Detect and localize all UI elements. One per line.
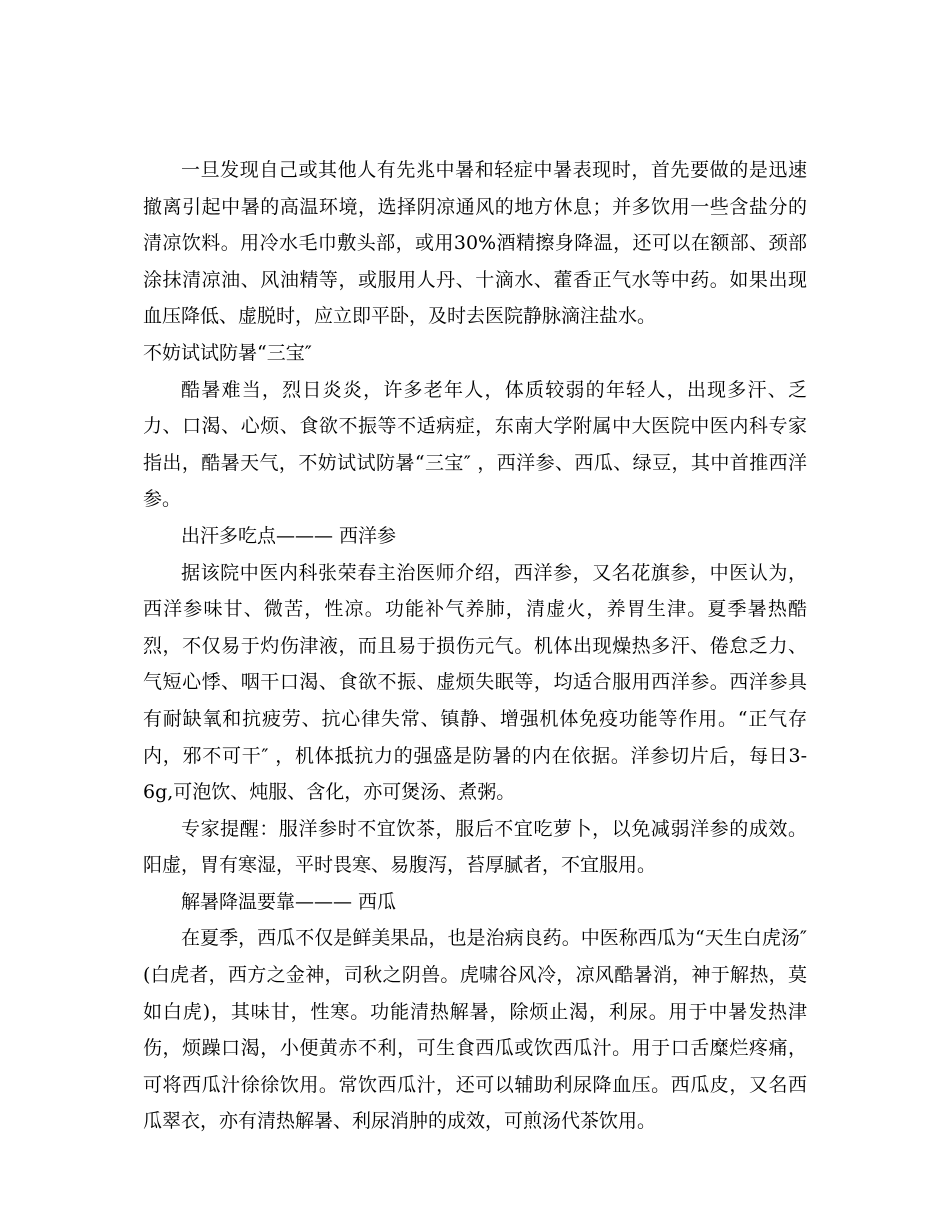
paragraph-three-treasures-intro: 酷暑难当，烈日炎炎，许多老年人，体质较弱的年轻人，出现多汗、乏力、口渴、心烦、食欲不振等不适病症，东南大学附属中大医院中医内科专家指出，酷暑天气，不妨试试防暑“三宝″ ，西洋参、西瓜、绿豆，其中首推西洋参。 (143, 378, 807, 511)
heading-watermelon: 解暑降温要靠——— 西瓜 (181, 890, 397, 913)
paragraph-expert-reminder: 专家提醒：服洋参时不宜饮茶，服后不宜吃萝卜，以免减弱洋参的成效。阳虚，胃有寒湿，平时畏寒、易腹泻，苔厚腻者，不宜服用。 (143, 817, 807, 877)
paragraph-watermelon: 在夏季，西瓜不仅是鲜美果品，也是治病良药。中医称西瓜为“天生白虎汤″ (白虎者，西方之金神，司秋之阴兽。虎啸谷风冷，凉风酷暑消，神于解热，莫如白虎)，其味甘，性寒。功能清热解暑，除烦止渴，利尿。用于中暑发热津伤，烦躁口渴，小便黄赤不利，可生食西瓜或饮西瓜汁。用于口舌糜烂疼痛，可将西瓜汁徐徐饮用。常饮西瓜汁，还可以辅助利尿降血压。西瓜皮，又名西瓜翠衣，亦有清热解暑、利尿消肿的成效，可煎汤代茶饮用。 (143, 927, 807, 1133)
document-body (143, 152, 807, 1140)
paragraph-american-ginseng: 据该院中医内科张荣春主治医师介绍，西洋参，又名花旗参，中医认为，西洋参味甘、微苦，性凉。功能补气养肺，清虚火，养胃生津。夏季暑热酷烈，不仅易于灼伤津液，而且易于损伤元气。机体出现燥热多汗、倦怠乏力、气短心悸、咽干口渴、食欲不振、虚烦失眠等，均适合服用西洋参。西洋参具有耐缺氧和抗疲劳、抗心律失常、镇静、增强机体免疫功能等作用。“正气存内，邪不可干″ ，机体抵抗力的强盛是防暑的内在依据。洋参切片后，每日3-6g,可泡饮、炖服、含化，亦可煲汤、煮粥。 (143, 561, 807, 804)
heading-american-ginseng: 出汗多吃点——— 西洋参 (181, 524, 397, 547)
paragraph-first-aid: 一旦发现自己或其他人有先兆中暑和轻症中暑表现时，首先要做的是迅速撤离引起中暑的高温环境，选择阴凉通风的地方休息；并多饮用一些含盐分的清凉饮料。用冷水毛巾敷头部，或用30%酒精擦身降温，还可以在额部、颈部涂抹清凉油、风油精等，或服用人丹、十滴水、藿香正气水等中药。如果出现血压降低、虚脱时，应立即平卧，及时去医院静脉滴注盐水。 (143, 159, 807, 328)
heading-three-treasures: 不妨试试防暑“三宝″ (143, 341, 312, 364)
